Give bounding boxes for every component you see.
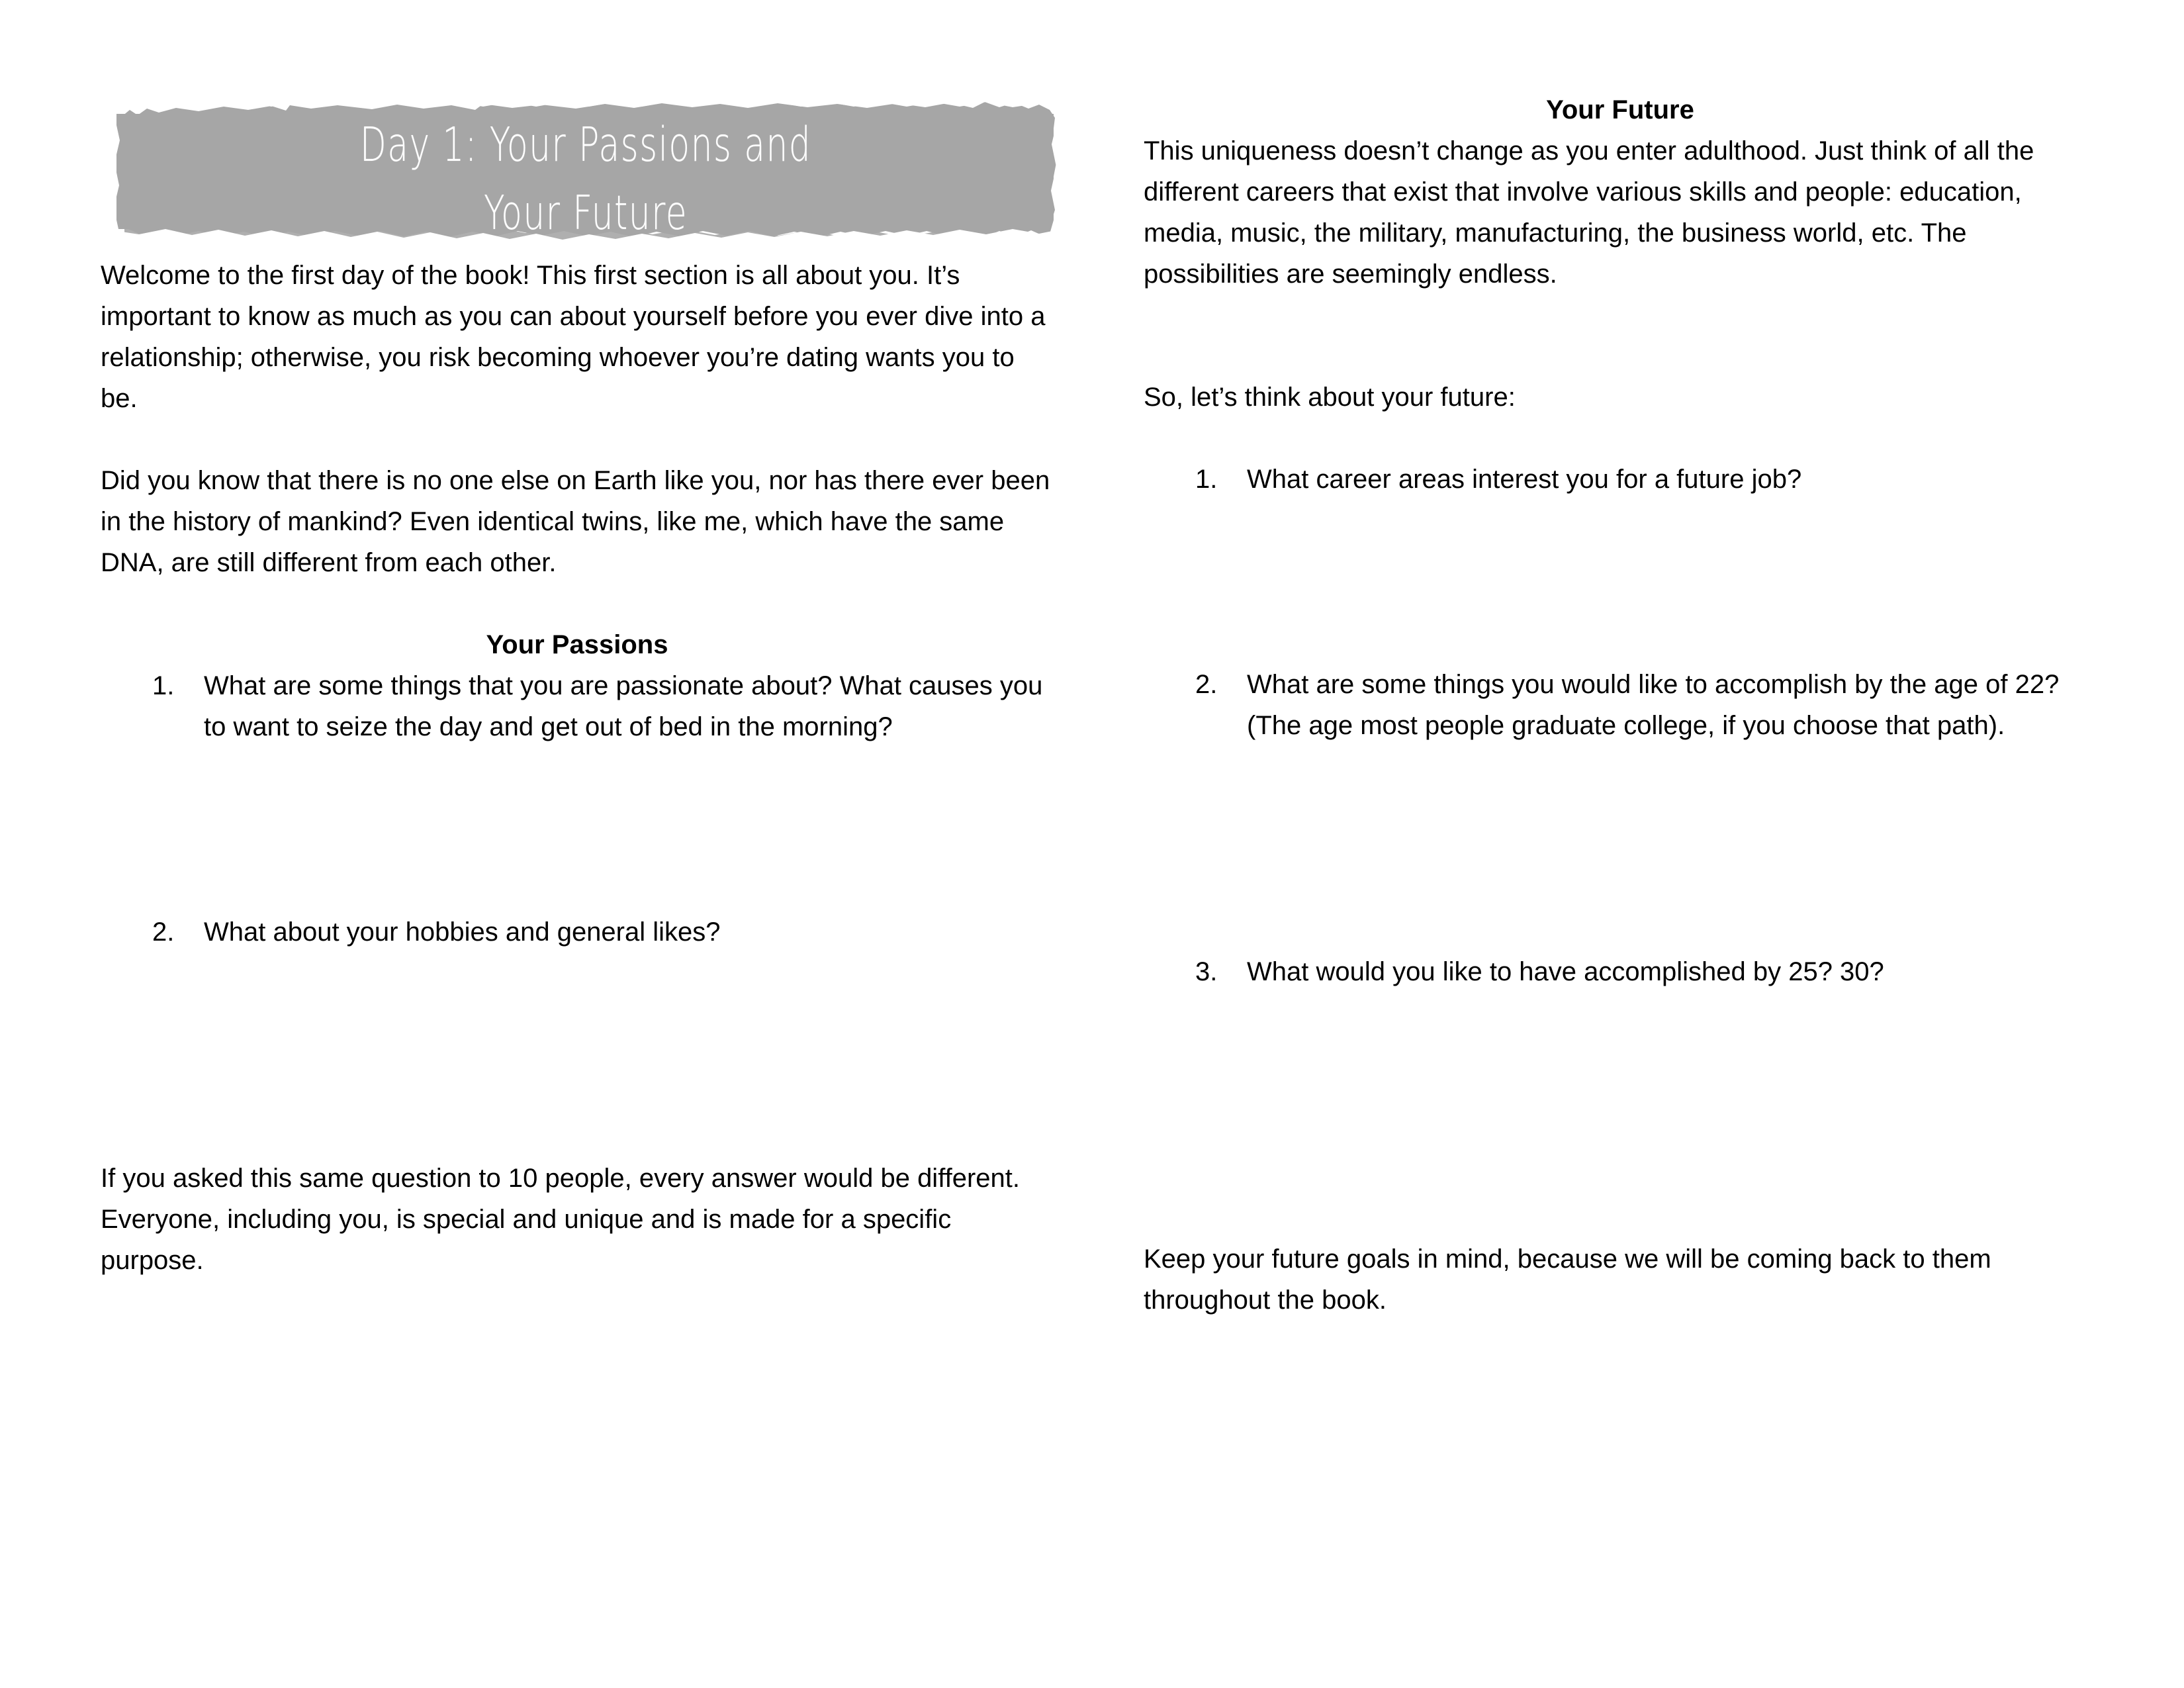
uniqueness-paragraph: Did you know that there is no one else on Earth like you, nor has there ever been in the history of mankind? Even identical twins, like me, which have the same DNA, are still different from each other. <box>101 466 1050 577</box>
list-item-number: 1. <box>1195 465 1218 494</box>
title-banner <box>113 99 1059 242</box>
your-passions-heading: Your Passions <box>486 630 668 659</box>
closing-paragraph-right: Keep your future goals in mind, because we will be coming back to them throughout the book. <box>1144 1244 1991 1315</box>
left-column <box>101 255 1054 1281</box>
list-item-number: 1. <box>152 671 175 700</box>
intro-paragraph: Welcome to the first day of the book! This first section is all about you. It’s important to know as much as you can about yourself before you ever dive into a relationship; otherwise, you risk becoming whoever you’re dating wants you to be. <box>101 261 1046 413</box>
list-item-number: 2. <box>1195 670 1218 699</box>
uniqueness-adulthood-paragraph: This uniqueness doesn’t change as you enter adulthood. Just think of all the different careers that exist that involve various skills and people: education, media, music, the military, manufacturing, the business world, etc. The possibilities are seemingly endless. <box>1144 136 2034 289</box>
list-item-text: What would you like to have accomplished by 25? 30? <box>1247 957 1884 986</box>
right-column <box>1144 89 2097 1321</box>
your-future-heading: Your Future <box>1546 95 1694 124</box>
banner-title-text <box>132 111 1040 248</box>
future-question-list <box>1144 459 2097 1239</box>
answer-space[interactable] <box>101 747 1054 912</box>
list-item-text: What are some things you would like to accomplish by the age of 22? (The age most people graduate college, if you choose that path). <box>1247 670 2060 740</box>
list-item-text: What about your hobbies and general likes? <box>204 917 721 947</box>
answer-space[interactable] <box>1144 746 2097 951</box>
closing-paragraph-left: If you asked this same question to 10 people, every answer would be different. Everyone, including you, is special and unique and is made for a specific purpose. <box>101 1164 1020 1275</box>
list-item-text: What are some things that you are passionate about? What causes you to want to seize the day and get out of bed in the morning? <box>204 671 1043 741</box>
list-item <box>1144 951 2097 992</box>
passions-question-list <box>101 665 1054 1158</box>
list-item-text: What career areas interest you for a future job? <box>1247 465 1802 494</box>
paragraph-gap <box>1144 336 2097 377</box>
paragraph-gap <box>1144 418 2097 459</box>
list-item-number: 2. <box>152 917 175 947</box>
answer-space[interactable] <box>101 953 1054 1158</box>
paragraph-gap <box>101 419 1054 460</box>
list-item-number: 3. <box>1195 957 1218 986</box>
banner-title-line-1: Day 1: Your Passions and <box>359 117 812 173</box>
paragraph-gap <box>101 583 1054 624</box>
list-item <box>101 912 1054 953</box>
future-prompt-paragraph: So, let’s think about your future: <box>1144 383 1516 412</box>
answer-space[interactable] <box>1144 500 2097 664</box>
list-item <box>1144 664 2097 746</box>
banner-title-line-2: Your Future <box>483 185 688 241</box>
answer-space[interactable] <box>1144 992 2097 1239</box>
list-item <box>1144 459 2097 500</box>
list-item <box>101 665 1054 747</box>
paragraph-gap <box>1144 295 2097 336</box>
